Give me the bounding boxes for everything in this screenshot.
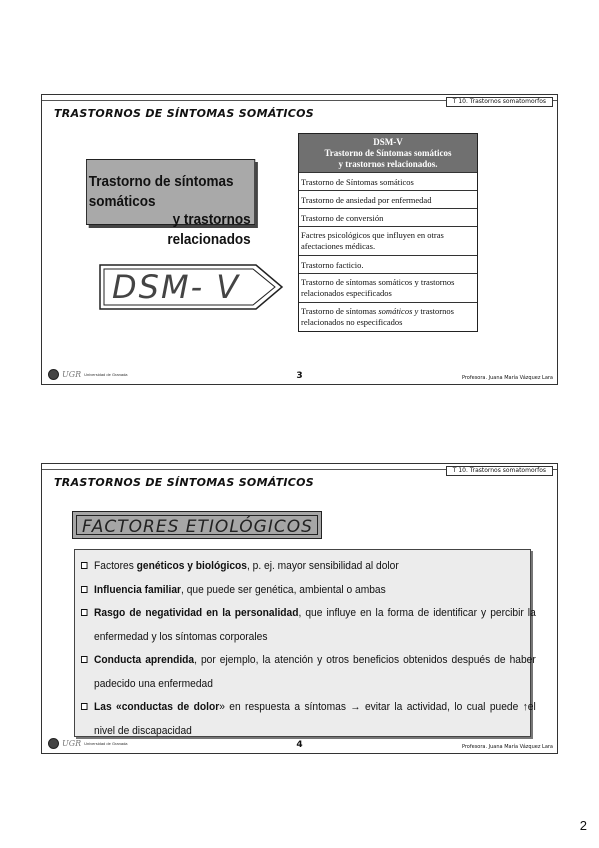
dsm-header-line-1: DSM-V — [373, 137, 403, 147]
arrow-label: DSM- V — [112, 268, 241, 306]
dsm-row: Trastorno de ansiedad por enfermedad — [299, 190, 477, 208]
list-item — [81, 555, 536, 579]
list-item — [81, 649, 536, 696]
bullet-text: Factores — [94, 560, 137, 572]
slide-number: 4 — [296, 740, 303, 750]
bullet-text: , que puede ser genética, ambiental o ambas — [181, 583, 386, 596]
handout-page-number: 2 — [579, 818, 587, 833]
bullet-bold: Las «conductas de dolor — [94, 701, 220, 713]
dsm-header-line-3: y trastornos relacionados. — [338, 159, 438, 169]
topic-tag: T 10. Trastornos somatomorfos — [446, 466, 553, 476]
topic-tag: T 10. Trastornos somatomorfos — [446, 97, 553, 107]
professor-name: Profesora. Juana María Vázquez Lara — [461, 744, 553, 750]
dsm-header-line-2: Trastorno de Síntomas somáticos — [324, 148, 452, 158]
section-heading-box — [72, 511, 322, 539]
dsm-row: Trastorno de conversión — [299, 208, 477, 226]
slide-4 — [41, 463, 558, 754]
dsm-row-last — [299, 302, 477, 331]
category-line-2: y trastornos relacionados — [167, 211, 251, 248]
logo-script: UGR — [62, 739, 82, 748]
slide-3 — [41, 94, 558, 385]
dsm-table-header — [299, 134, 477, 172]
list-item — [81, 579, 536, 603]
professor-name: Profesora. Juana María Vázquez Lara — [461, 375, 553, 381]
slide-number: 3 — [296, 371, 303, 381]
bullet-bold: genéticos y biológicos — [136, 560, 247, 572]
dsm-row: Trastorno facticio. — [299, 255, 477, 273]
dsm-row: Factres psicológicos que influyen en otras afectaciones médicas. — [299, 226, 477, 255]
bullet-text: » en respuesta a síntomas → evitar la actividad, lo cual puede ↑el nivel de discapacidad — [94, 701, 536, 737]
logo-script: UGR — [62, 370, 82, 379]
bullet-bold: Conducta aprendida — [94, 654, 195, 666]
bullet-list — [74, 549, 536, 737]
slide-title: TRASTORNOS DE SÍNTOMAS SOMÁTICOS — [54, 476, 315, 489]
bullet-text: , que influye en la forma de identificar y percibir la enfermedad y los síntomas corporales — [94, 607, 536, 643]
bullet-text: , p. ej. mayor sensibilidad al dolor — [246, 560, 399, 572]
category-line-1: Trastorno de síntomas somáticos — [88, 173, 234, 210]
slide-title: TRASTORNOS DE SÍNTOMAS SOMÁTICOS — [54, 107, 315, 120]
bullet-bold: Influencia familiar — [94, 583, 182, 596]
dsm-row: Trastorno de Síntomas somáticos — [299, 172, 477, 190]
section-heading: FACTORES ETIOLÓGICOS — [76, 515, 318, 535]
logo-university: Universidad de Granada — [84, 741, 128, 746]
category-box — [86, 159, 255, 248]
dsm-row: Trastorno de síntomas somáticos y trastornos relacionados especificados — [299, 273, 477, 302]
dsm-arrow — [98, 263, 284, 311]
logo-university: Universidad de Granada — [84, 372, 128, 377]
dsm-row-last-b: somáticos y — [378, 306, 419, 316]
dsm-row-last-a: Trastorno de síntomas — [301, 306, 379, 316]
bullet-text: , por ejemplo, la atención y otros beneficios obtenidos después de haber padecido una enfermedad — [94, 654, 536, 690]
list-item — [81, 696, 536, 743]
dsm-table — [298, 133, 478, 332]
bullet-bold: Rasgo de negatividad en la personalidad — [94, 607, 299, 619]
list-item — [81, 602, 536, 649]
dsm-row-last-c: trastornos relacionados no especificados — [301, 306, 454, 327]
